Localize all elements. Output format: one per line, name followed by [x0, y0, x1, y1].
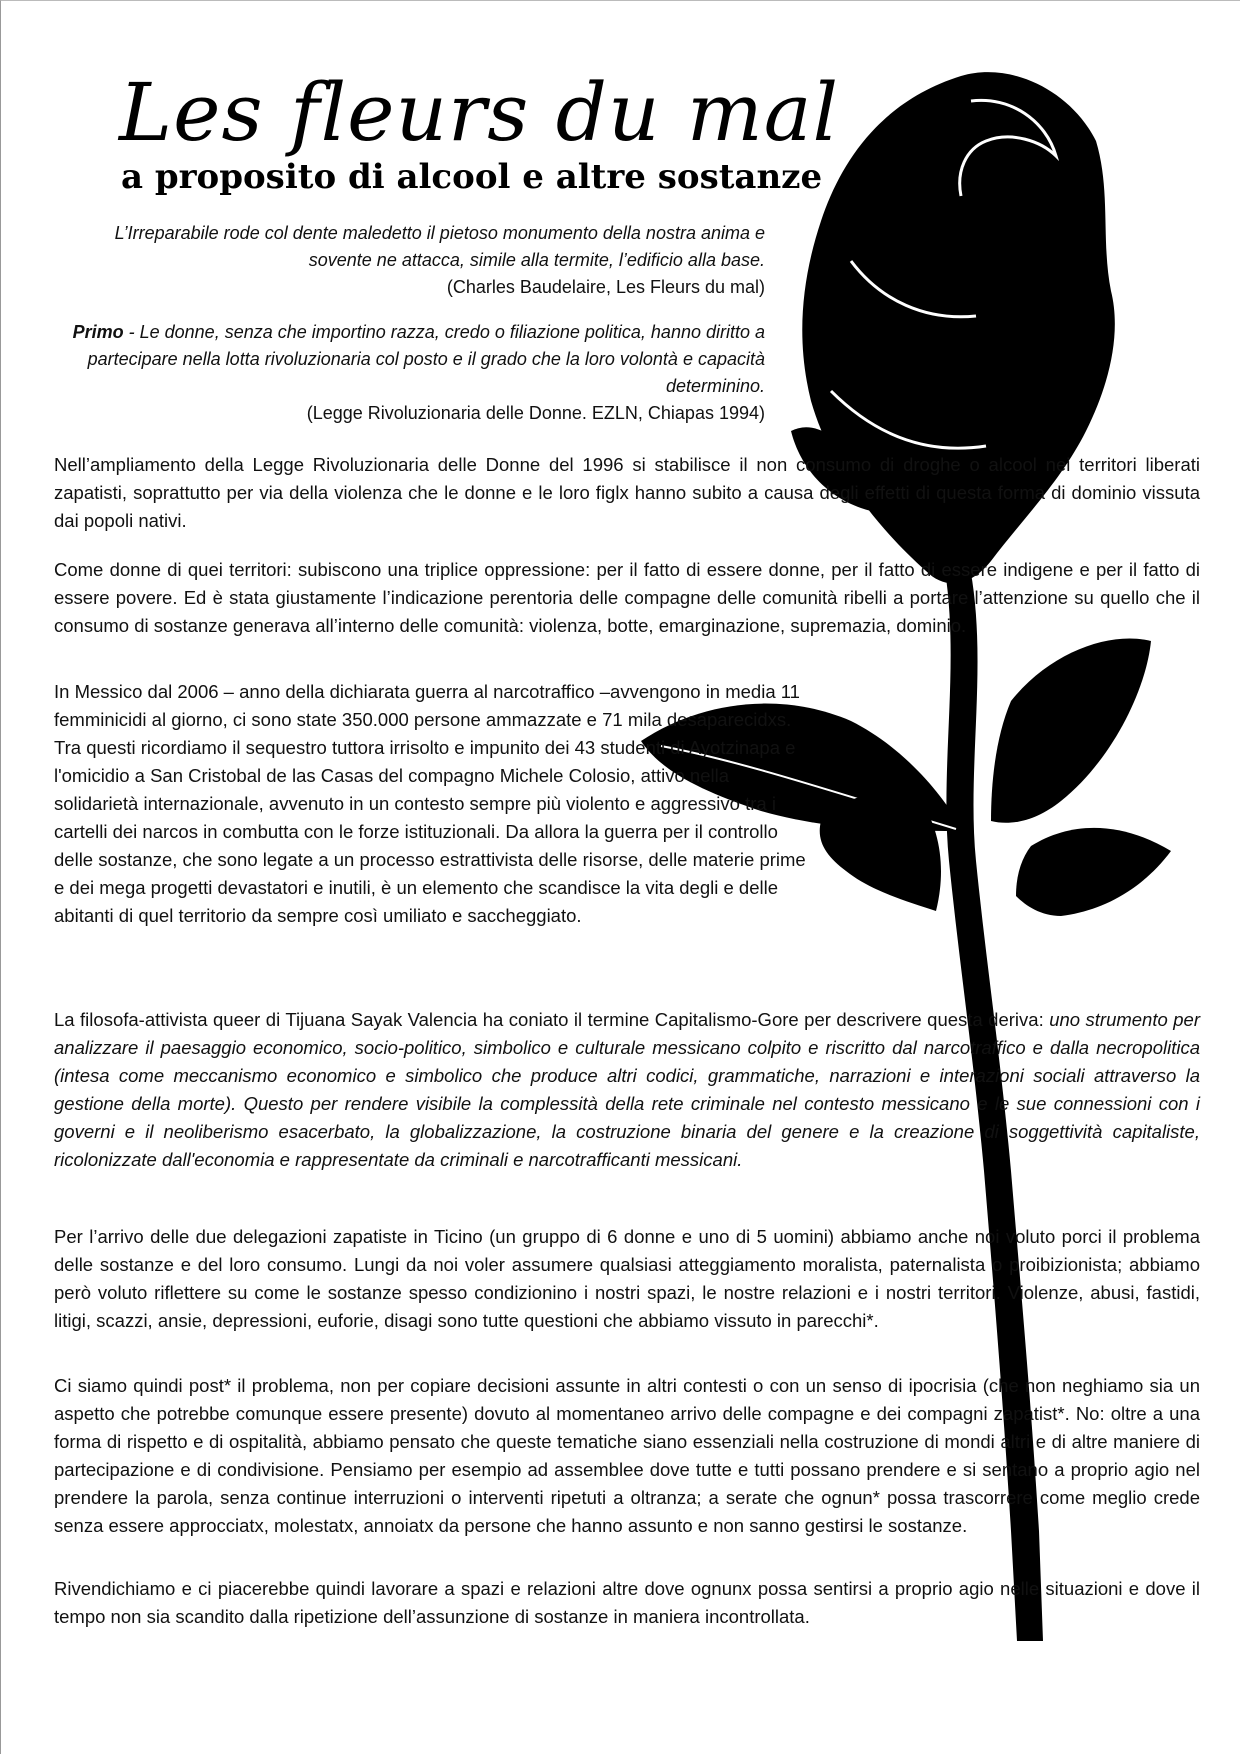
paragraph-4-intro: La filosofa-attivista queer di Tijuana Sayak Valencia ha coniato il termine Capitalismo-Gore per descrivere questa deriva:: [54, 1009, 1050, 1030]
paragraph-4: [54, 1006, 1200, 1174]
paragraph-3: In Messico dal 2006 – anno della dichiarata guerra al narcotraffico –avvengono in media 11 femminicidi al giorno, ci sono state 350.000 persone ammazzate e 71 mila desaparecidxs. Tra questi ricordiamo il sequestro tuttora irrisolto e impunito dei 43 studenti di Ayotzinapa e l'omicidio a San Cristobal de las Casas del compagno Michele Colosio, attivo nella solidarietà internazionale, avvenuto in un contesto sempre più violento e aggressivo tra i cartelli dei narcos in combutta con le forze istituzionali. Da allora la guerra per il controllo delle sostanze, che sono legate a un processo estrattivista delle risorse, delle materie prime e dei mega progetti devastatori e inutili, è un elemento che scandisce la vita degli e delle abitanti di quel territorio da sempre così umiliato e saccheggiato.: [54, 681, 806, 926]
epigraph-ezln: [65, 319, 765, 427]
paragraph-6: Ci siamo quindi post* il problema, non per copiare decisioni assunte in altri contesti o con un senso di ipocrisia (che non neghiamo sia un aspetto che potrebbe comunque essere presente) dovuto al momentaneo arrivo delle compagne e dei compagni zapatist*. No: oltre a una forma di rispetto e di ospitalità, abbiamo pensato che queste tematiche siano essenziali nella costruzione di mondi altri e di altre maniere di partecipazione e di condivisione. Pensiamo per esempio ad assemblee dove tutte e tutti possano prendere e si sentano a proprio agio nel prendere la parola, senza continue interruzioni o interventi ripetuti a oltranza; a serate che ognun* possa trascorrere come meglio crede senza essere approcciatx, molestatx, annoiatx da persone che hanno assunto e non sanno gestirsi le sostanze.: [54, 1375, 1200, 1536]
epigraph-baudelaire: [65, 220, 765, 301]
epigraph-source: (Charles Baudelaire, Les Fleurs du mal): [446, 277, 765, 297]
document-content: [1, 1, 1240, 1754]
page-subtitle: a proposito di alcool e altre sostanze: [121, 157, 823, 197]
epigraph-source: (Legge Rivoluzionaria delle Donne. EZLN, Chiapas 1994): [306, 403, 765, 423]
paragraph-7: Rivendichiamo e ci piacerebbe quindi lavorare a spazi e relazioni altre dove ognunx possa sentirsi a proprio agio nelle situazioni e dove il tempo non sia scandito dalla ripetizione dell’assunzione di sostanze in maniera incontrollata.: [54, 1578, 1200, 1627]
paragraph-4-definition: uno strumento per analizzare il paesaggio economico, socio-politico, simbolico e culturale messicano colpito e riscritto dal narcotraffico e dalla necropolitica (intesa come meccanismo economico e simbolico che produce altri codici, grammatiche, narrazioni e interazioni sociali attraverso la gestione della morte). Questo per rendere visibile la complessità della rete criminale nel contesto messicano e le sue connessioni con i governi e il neoliberismo esacerbato, la globalizzazione, la costruzione binaria del genere e la creazione di soggettività capitaliste, ricolonizzate dall'economia e rappresentate da criminali e narcotrafficanti messicani.: [54, 1009, 1200, 1170]
epigraph-text: - Le donne, senza che importino razza, credo o filiazione politica, hanno diritto a partecipare nella lotta rivoluzionaria col posto e il grado che la loro volontà e capacità determinino.: [87, 322, 765, 396]
paragraph-2: Come donne di quei territori: subiscono una triplice oppressione: per il fatto di essere donne, per il fatto di essere indigene e per il fatto di essere povere. Ed è stata giustamente l’indicazione perentoria delle compagne delle comunità ribelli a portare l’attenzione su quello che il consumo di sostanze generava all’interno delle comunità: violenza, botte, emarginazione, supremazia, dominio.: [54, 559, 1200, 636]
epigraph-text: L’Irreparabile rode col dente maledetto il pietoso monumento della nostra anima e sovente ne attacca, simile alla termite, l’edificio alla base.: [114, 223, 765, 270]
epigraph-lead: Primo: [72, 322, 124, 342]
paragraph-5: Per l’arrivo delle due delegazioni zapatiste in Ticino (un gruppo di 6 donne e uno di 5 uomini) abbiamo anche noi voluto porci il problema delle sostanze e del loro consumo. Lungi da noi voler assumere qualsiasi atteggiamento moralista, paternalista o proibizionista; abbiamo però voluto riflettere su come le sostanze spesso condizionino i nostri spazi, le nostre relazioni e i nostri territori. Violenze, abusi, fastidi, litigi, scazzi, ansie, depressioni, euforie, disagi sono tutte questioni che abbiamo vissuto in parecchi*.: [54, 1226, 1200, 1331]
page-title: Les fleurs du mal: [119, 66, 840, 159]
paragraph-1: Nell’ampliamento della Legge Rivoluzionaria delle Donne del 1996 si stabilisce il non consumo di droghe o alcool nei territori liberati zapatisti, soprattutto per via della violenza che le donne e le loro figlx hanno subito a causa degli effetti di questa forma di dominio vissuta dai popoli nativi.: [54, 454, 1200, 531]
